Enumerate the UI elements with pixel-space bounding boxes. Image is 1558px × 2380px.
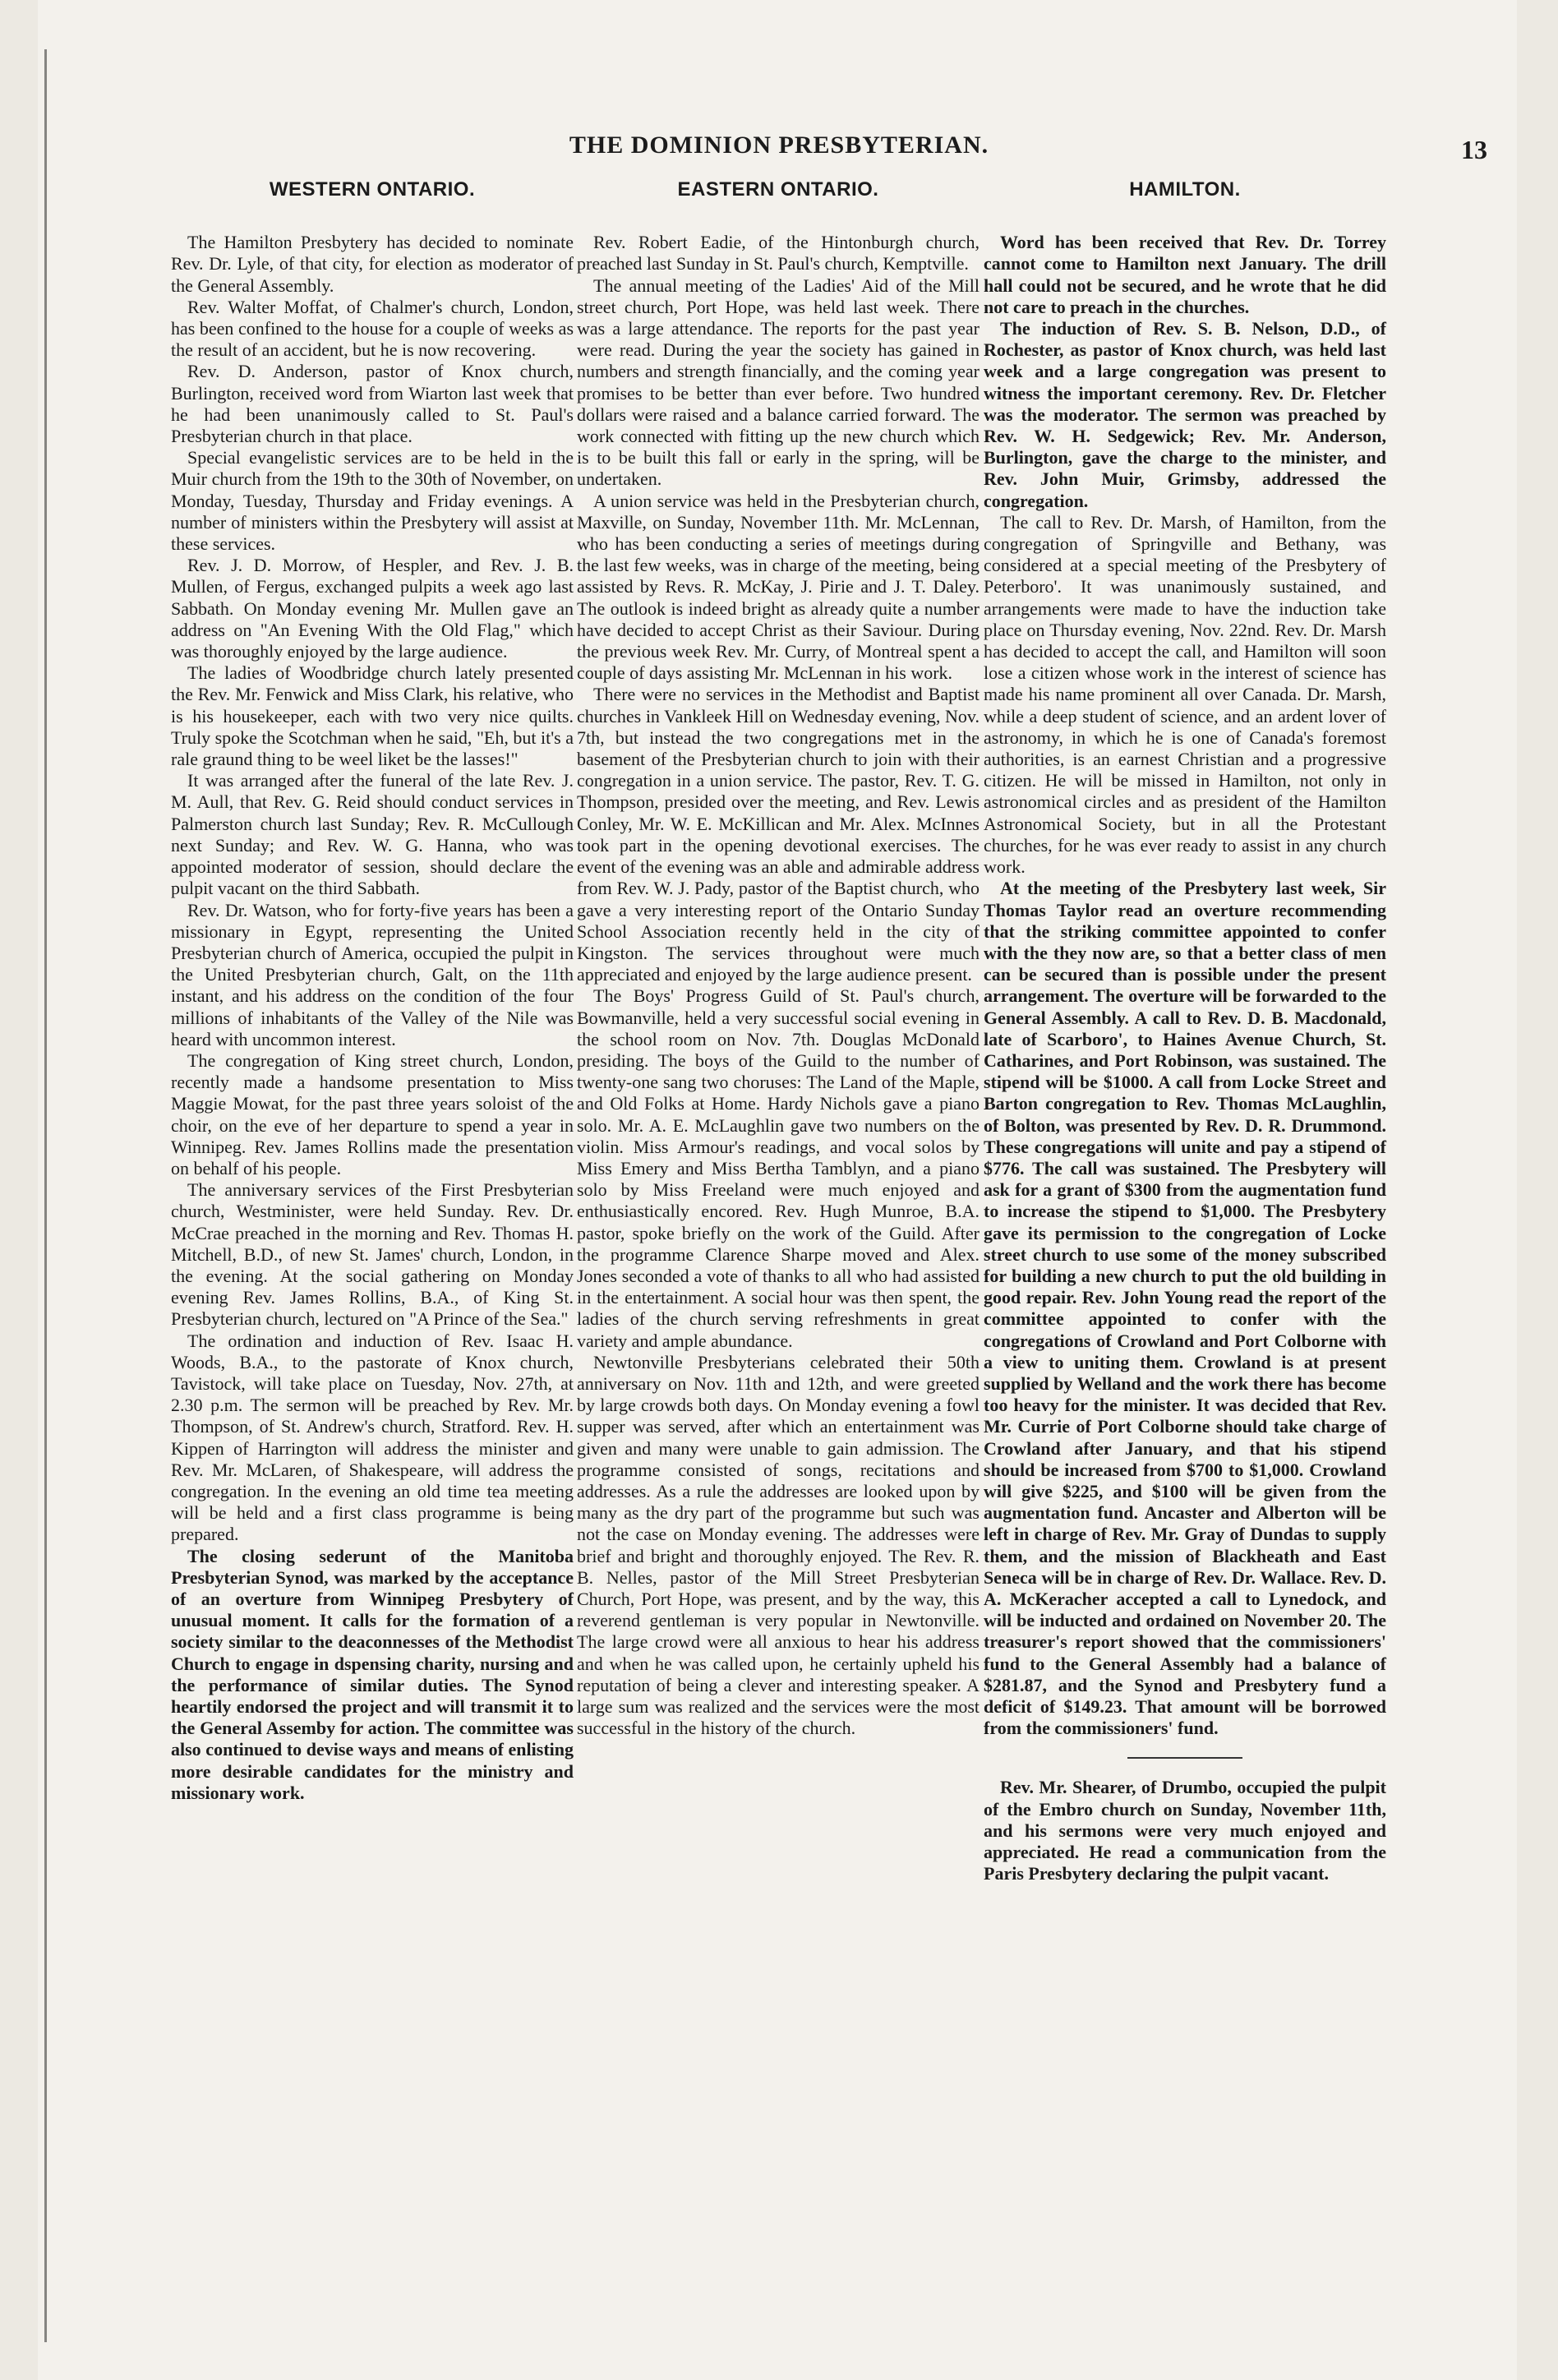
news-paragraph: The ladies of Woodbridge church lately presented the Rev. Mr. Fenwick and Miss Clark, his relative, who is his housekeeper, each with two very nice quilts. Truly spoke the Scotchman when he said, "Eh, but it's a rale graund thing to be weel liket be the lasses!" — [171, 662, 574, 770]
news-paragraph: Rev. D. Anderson, pastor of Knox church, Burlington, received word from Wiarton last week that he had been unanimously called to St. Paul's Presbyterian church in that place. — [171, 361, 574, 447]
news-paragraph: Rev. Dr. Watson, who for forty-five years has been a missionary in Egypt, representing the United Presbyterian church of America, occupied the pulpit in the United Presbyterian church, Galt, on the 11th instant, and his address on the condition of the four millions of inhabitants of the Valley of the Nile was heard with uncommon interest. — [171, 899, 574, 1049]
news-paragraph: The congregation of King street church, London, recently made a handsome presentation to Miss Maggie Mowat, for the past three years soloist of the choir, on the eve of her departure to spend a year in Winnipeg. Rev. James Rollins made the presentation on behalf of his people. — [171, 1049, 574, 1178]
news-paragraph: The induction of Rev. S. B. Nelson, D.D., of Rochester, as pastor of Knox church, was held last week and a large congregation was present to witness the important ceremony. Rev. Dr. Fletcher was the moderator. The sermon was preached by Rev. W. H. Sedgewick; Rev. Mr. Anderson, Burlington, gave the charge to the minister, and Rev. John Muir, Grimsby, addressed the congregation. — [984, 318, 1386, 511]
news-paragraph: The anniversary services of the First Presbyterian church, Westminister, were held Sunday. Rev. Dr. McCrae preached in the morning and Rev. Thomas H. Mitchell, B.D., of new St. James' church, London, in the evening. At the social gathering on Monday evening Rev. James Rollins, B.A., of King St. Presbyterian church, lectured on "A Prince of the Sea." — [171, 1179, 574, 1330]
section-heading: HAMILTON. — [1129, 178, 1241, 201]
news-paragraph: Special evangelistic services are to be held in the Muir church from the 19th to the 30th of November, on Monday, Tuesday, Thursday and Friday evenings. A number of ministers within the Presbytery will assist at these services. — [171, 447, 574, 555]
news-paragraph: Rev. Robert Eadie, of the Hintonburgh church, preached last Sunday in St. Paul's church, Kemptville. — [577, 232, 980, 274]
column-western-ontario — [171, 179, 574, 1804]
news-paragraph: The annual meeting of the Ladies' Aid of the Mill street church, Port Hope, was held last week. There was a large attendance. The reports for the past year were read. During the year the society has gained in numbers and strength financially, and the coming year promises to be better than ever before. Two hundred dollars were raised and a balance carried forward. The work connected with fitting up the new church which is to be built this fall or early in the spring, will be undertaken. — [577, 274, 980, 490]
news-paragraph: The ordination and induction of Rev. Isaac H. Woods, B.A., to the pastorate of Knox church, Tavistock, will take place on Tuesday, Nov. 27th, at 2.30 p.m. The sermon will be preached by Rev. Mr. Thompson, of St. Andrew's church, Stratford. Rev. H. Kippen of Harrington will address the minister and Rev. Mr. McLaren, of Shakespeare, will address the congregation. In the evening an old time tea meeting will be held and a first class programme is being prepared. — [171, 1330, 574, 1545]
section-heading: EASTERN ONTARIO. — [677, 178, 879, 201]
section-heading: WESTERN ONTARIO. — [269, 178, 476, 201]
news-paragraph: Newtonville Presbyterians celebrated their 50th anniversary on Nov. 11th and 12th, and were greeted by large crowds both days. On Monday evening a fowl supper was served, after which an entertainment was given and many were unable to gain admission. The programme consisted of songs, recitations and addresses. As a rule the addresses are looked upon by many as the dry part of the programme but such was not the case on Monday evening. The addresses were brief and bright and thoroughly enjoyed. The Rev. R. B. Nelles, pastor of the Mill Street Presbyterian Church, Port Hope, was present, and by the way, this reverend gentleman is very popular in Newtonville. The large crowd were all anxious to hear his address and when he was called upon, he certainly upheld his reputation of being a clever and interesting speaker. A large sum was realized and the services were the most successful in the history of the church. — [577, 1351, 980, 1739]
news-paragraph: Rev. J. D. Morrow, of Hespler, and Rev. J. B. Mullen, of Fergus, exchanged pulpits a week ago last Sabbath. On Monday evening Mr. Mullen gave an address on "An Evening With the Old Flag," which was thoroughly enjoyed by the large audience. — [171, 555, 574, 662]
news-paragraph: It was arranged after the funeral of the late Rev. J. M. Aull, that Rev. G. Reid should conduct services in Palmerston church last Sunday; Rev. R. McCullough next Sunday; and Rev. W. G. Hanna, who was appointed moderator of session, should declare the pulpit vacant on the third Sabbath. — [171, 770, 574, 899]
news-paragraph: There were no services in the Methodist and Baptist churches in Vankleek Hill on Wednesday evening, Nov. 7th, but instead the two congregations met in the basement of the Presbyterian church to join with their congregation in a union service. The pastor, Rev. T. G. Thompson, presided over the meeting, and Rev. Lewis Conley, Mr. W. E. McKillican and Mr. Alex. McInnes took part in the opening devotional exercises. The event of the evening was an able and admirable address from Rev. W. J. Pady, pastor of the Baptist church, who gave a very interesting report of the Ontario Sunday School Association recently held in the city of Kingston. The services throughout were much appreciated and enjoyed by the large audience present. — [577, 684, 980, 985]
column-eastern-ontario — [577, 179, 980, 1739]
news-paragraph: The Boys' Progress Guild of St. Paul's church, Bowmanville, held a very successful social evening in the school room on Nov. 7th. Douglas McDonald presiding. The boys of the Guild to the number of twenty-one sang two choruses: The Land of the Maple, and Old Folks at Home. Hardy Nichols gave a piano solo. Mr. A. E. McLaughlin gave two numbers on the violin. Miss Armour's readings, and vocal solos by Miss Emery and Miss Bertha Tamblyn, and a piano solo by Miss Freeland were much enjoyed and enthusiastically encored. Rev. Hugh Munroe, B.A. pastor, spoke briefly on the work of the Guild. After the programme Clarence Sharpe moved and Alex. Jones seconded a vote of thanks to all who had assisted in the entertainment. A social hour was then spent, the ladies of the church serving refreshments in great variety and ample abundance. — [577, 985, 980, 1351]
column-hamilton — [984, 179, 1386, 1884]
page-number: 13 — [1461, 135, 1487, 164]
news-paragraph: Rev. Walter Moffat, of Chalmer's church, London, has been confined to the house for a couple of weeks as the result of an accident, but he is now recovering. — [171, 296, 574, 361]
news-paragraph: A union service was held in the Presbyterian church, Maxville, on Sunday, November 11th. Mr. McLennan, who has been conducting a series of meetings during the last few weeks, was in charge of the meeting, being assisted by Revs. R. McKay, J. Pirie and J. T. Daley. The outlook is indeed bright as already quite a number have decided to accept Christ as their Saviour. During the previous week Rev. Mr. Curry, of Montreal spent a couple of days assisting Mr. McLennan in his work. — [577, 490, 980, 684]
running-title: THE DOMINION PRESBYTERIAN. — [569, 131, 989, 159]
news-paragraph: Rev. Mr. Shearer, of Drumbo, occupied the pulpit of the Embro church on Sunday, November 11th, and his sermons were very much enjoyed and appreciated. He read a communication from the Paris Presbytery declaring the pulpit vacant. — [984, 1777, 1386, 1884]
news-paragraph: Word has been received that Rev. Dr. Torrey cannot come to Hamilton next January. The drill hall could not be secured, and he wrote that he did not care to preach in the churches. — [984, 232, 1386, 317]
news-paragraph: At the meeting of the Presbytery last week, Sir Thomas Taylor read an overture recommending that the striking committee appointed to confer with the they now are, so that a better class of men can be secured than is possible under the present arrangement. The overture will be forwarded to the General Assembly. A call to Rev. D. B. Macdonald, late of Scarboro', to Haines Avenue Church, St. Catharines, and Port Robinson, was sustained. The stipend will be $1000. A call from Locke Street and Barton congregation to Rev. Thomas McLaughlin, of Bolton, was presented by Rev. D. R. Drummond. These congregations will unite and pay a stipend of $776. The call was sustained. The Presbytery will ask for a grant of $300 from the augmentation fund to increase the stipend to $1,000. The Presbytery gave its permission to the congregation of Locke street church to use some of the money subscribed for building a new church to put the old building in good repair. Rev. John Young read the report of the committee appointed to confer with the congregations of Crowland and Port Colborne with a view to uniting them. Crowland is at present supplied by Welland and the work there has become too heavy for the minister. It was decided that Rev. Mr. Currie of Port Colborne should take charge of Crowland after January, and that his stipend should be increased from $700 to $1,000. Crowland will give $225, and $100 will be given from the augmentation fund. Ancaster and Alberton will be left in charge of Rev. Mr. Gray of Dundas to supply them, and the mission of Blackheath and East Seneca will be in charge of Rev. Dr. Wallace. Rev. D. A. McKeracher accepted a call to Lynedock, and will be inducted and ordained on November 20. The treasurer's report showed that the commissioners' fund to the General Assembly had a balance of $281.87, and the Synod and Presbytery fund a deficit of $149.23. That amount will be borrowed from the commissioners' fund. — [984, 878, 1386, 1739]
section-divider — [1127, 1757, 1242, 1759]
news-paragraph: The closing sederunt of the Manitoba Presbyterian Synod, was marked by the acceptance of an overture from Winnipeg Presbytery of unusual moment. It calls for the formation of a society similar to the deaconnesses of the Methodist Church to engage in dspensing charity, nursing and the performance of similar duties. The Synod heartily endorsed the project and will transmit it to the General Assemby for action. The committee was also continued to devise ways and means of enlisting more desirable candidates for the ministry and missionary work. — [171, 1545, 574, 1803]
news-paragraph: The Hamilton Presbytery has decided to nominate Rev. Dr. Lyle, of that city, for election as moderator of the General Assembly. — [171, 232, 574, 296]
news-paragraph: The call to Rev. Dr. Marsh, of Hamilton, from the congregation of Springville and Bethany, was considered at a special meeting of the Presbytery of Peterboro'. It was unanimously sustained, and arrangements were made to have the induction take place on Thursday evening, Nov. 22nd. Rev. Dr. Marsh has decided to accept the call, and Hamilton will soon lose a citizen whose work in the interest of science has made his name prominent all over Canada. Dr. Marsh, while a deep student of science, and an ardent lover of astronomy, in which he is one of Canada's foremost authorities, is an earnest Christian and a progressive citizen. He will be missed in Hamilton, not only in astronomical circles and as president of the Hamilton Astronomical Society, but in all the Protestant churches, for he was ever ready to assist in any church work. — [984, 511, 1386, 878]
page-edge-rule — [44, 49, 47, 2342]
